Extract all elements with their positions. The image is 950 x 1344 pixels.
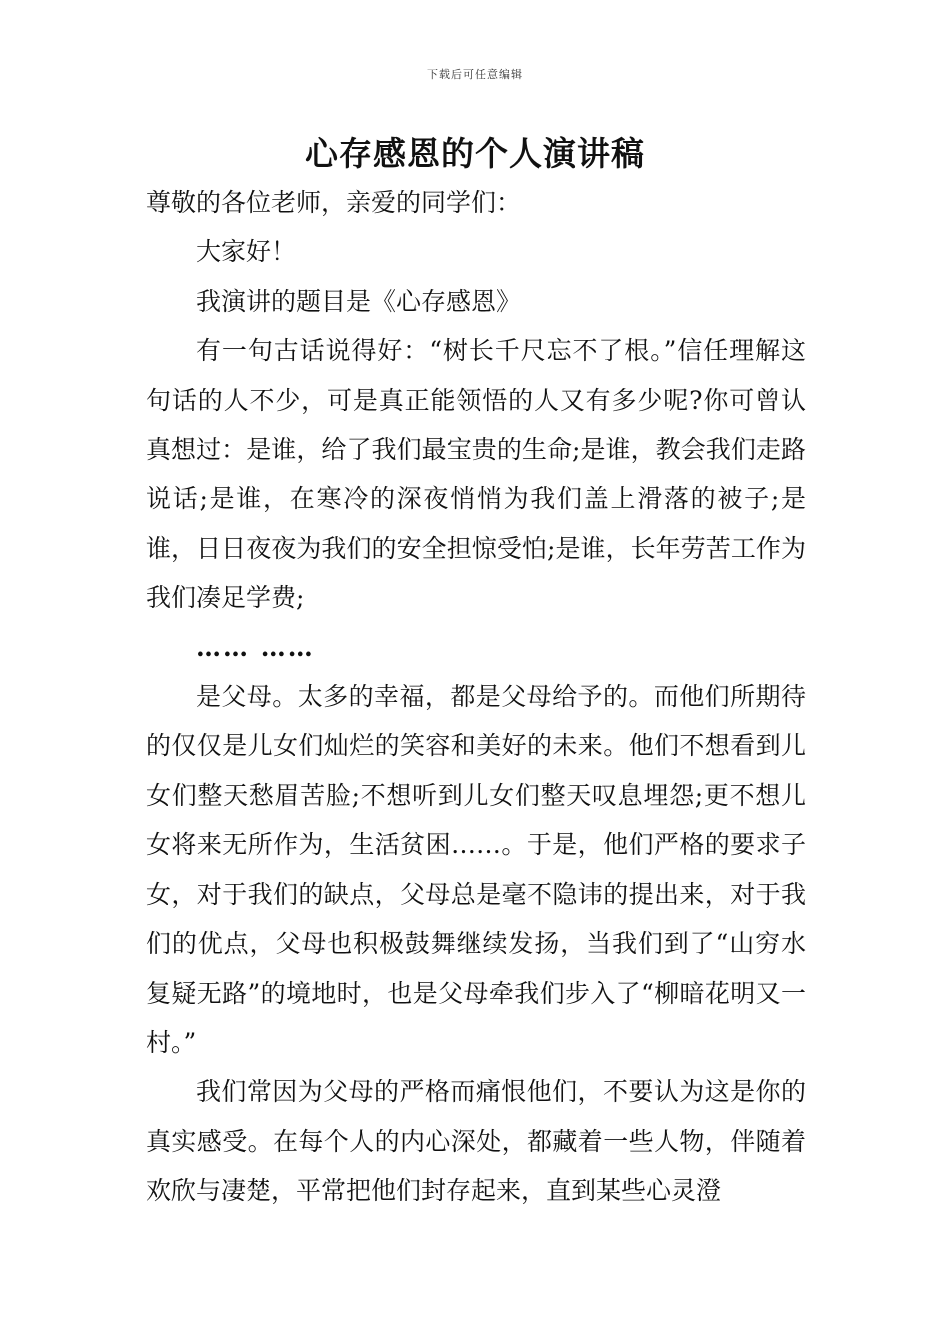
speech-topic: 我演讲的题目是《心存感恩》 — [196, 286, 522, 316]
salutation: 尊敬的各位老师，亲爱的同学们： — [146, 188, 522, 217]
greeting: 大家好！ — [196, 237, 297, 267]
document-body — [146, 178, 806, 1216]
header-note: 下载后可任意编辑 — [427, 68, 523, 81]
paragraph: 有一句古话说得好：“树长千尺忘不了根。”信任理解这句话的人不少，可是真正能领悟的人又有多少呢?你可曾认真想过：是谁，给了我们最宝贵的生命;是谁，教会我们走路说话;是谁，在寒冷的深夜悄悄为我们盖上滑落的被子;是谁，日日夜夜为我们的安全担惊受怕;是谁，长年劳苦工作为我们凑足学费; — [146, 336, 806, 613]
ellipsis-line: …… …… — [196, 632, 315, 662]
paragraph: 我们常因为父母的严格而痛恨他们，不要认为这是你的真实感受。在每个人的内心深处，都藏着一些人物，伴随着欢欣与凄楚，平常把他们封存起来，直到某些心灵澄 — [146, 1077, 806, 1206]
paragraph: 是父母。太多的幸福，都是父母给予的。而他们所期待的仅仅是儿女们灿烂的笑容和美好的未来。他们不想看到儿女们整天愁眉苦脸;不想听到儿女们整天叹息埋怨;更不想儿女将来无所作为，生活贫困……。于是，他们严格的要求子女，对于我们的缺点，父母总是毫不隐讳的提出来，对于我们的优点，父母也积极鼓舞继续发扬，当我们到了“山穷水复疑无路”的境地时，也是父母牵我们步入了“柳暗花明又一村。” — [146, 682, 806, 1057]
document-title: 心存感恩的个人演讲稿 — [305, 134, 645, 173]
